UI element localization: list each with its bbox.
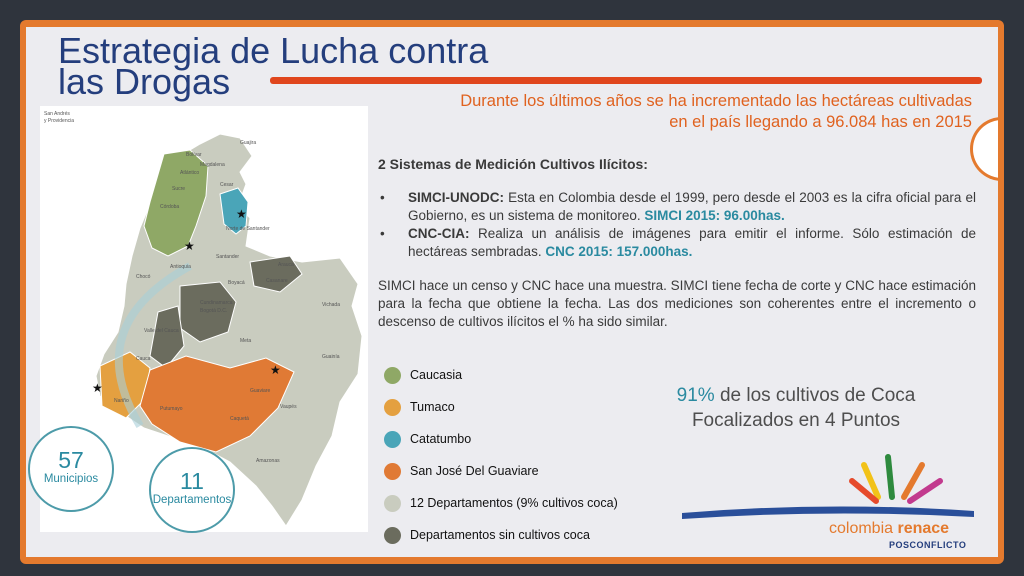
map-label-2: Magdalena [200,162,225,168]
map-label-4: Cesar [220,182,234,188]
bullet-list [378,189,976,261]
map-label-17: Valle del Cauca [144,328,179,334]
legend-label: Tumaco [410,400,455,414]
focus-statement [646,383,946,433]
subtitle-line-1: Durante los últimos años se ha incrementado las hectáreas cultivadas [460,92,972,110]
map-label-23: Putumayo [160,406,183,412]
map-label-21: Nariño [114,398,129,404]
map-label-14: Cundinamarca [200,300,233,306]
colombia-renace-logo [678,445,978,555]
star-guaviare-icon: ★ [270,363,281,377]
title-line-1: Estrategia de Lucha contra [58,30,489,71]
legend-label: San José Del Guaviare [410,464,539,478]
logo-word-1: colombia [829,520,894,537]
focus-line-1 [646,383,946,408]
map-label-0: Guajira [240,140,257,146]
legend-dot [384,367,401,384]
map-label-1: Bolívar [186,152,202,158]
map-label-5: Sucre [172,186,186,192]
legend-label: Caucasia [410,368,463,382]
map-label-19: Cauca [136,356,151,362]
legend-item [384,359,618,391]
legend-item [384,455,618,487]
map-label-11: Chocó [136,274,151,280]
logo-word-2: renace [897,520,950,537]
bullet-simci [378,189,976,225]
municipios-number: 57 [58,447,84,473]
bullet-cnc [378,225,976,261]
bullet-cnc-highlight: CNC 2015: 157.000has. [545,244,693,259]
map-label-16: Vichada [322,302,340,308]
focus-line-1-text: de los cultivos de Coca [714,385,916,406]
map-label-26: Amazonas [256,458,280,464]
legend-label: Catatumbo [410,432,472,446]
legend-dot [384,463,401,480]
bullet-cnc-label: CNC-CIA: [408,226,470,241]
map-label-15: Bogotá D.C. [200,308,228,314]
star-tumaco-icon: ★ [92,381,103,395]
map-label-6: Córdoba [160,204,180,210]
legend-item [384,423,618,455]
map-label-12: Boyacá [228,280,245,286]
departamentos-number: 11 [180,468,204,494]
logo-blue-stroke [682,506,974,519]
slide [26,27,998,557]
legend-dot [384,495,401,512]
legend-dot [384,527,401,544]
municipios-label: Municipios [43,473,99,485]
legend-item [384,519,618,551]
map-inset-label-1: San Andrés [44,111,70,117]
focus-percentage: 91% [676,385,715,406]
bullet-simci-text: Esta en Colombia desde el 1999, pero desde el 2003 es la cifra oficial para el Gobierno, es un sistema de monitoreo. [408,190,976,223]
map-label-7: Norte de Santander [226,226,270,232]
bullet-cnc-text: Realiza un análisis de imágenes para emitir el informe. Sólo estimación de hectáreas sembradas. [408,226,976,259]
subtitle [372,91,972,133]
body-paragraph: SIMCI hace un censo y CNC hace una muestra. SIMCI tiene fecha de corte y CNC hace estimación para la fecha que obtiene la fecha. Las dos mediciones son coherentes entre el incremento o descenso de cultivos ilícitos el % ha sido similar. [378,278,976,329]
map-inset-label-2: y Providencia [44,118,75,124]
map-label-8: Antioquia [170,264,191,270]
map-label-25: Vaupés [280,404,297,410]
title-line-2: las Drogas [58,61,231,102]
departamentos-stat-circle [149,447,235,533]
star-catatumbo-icon: ★ [236,207,247,221]
map-label-24: Caquetá [230,416,249,422]
municipios-stat-circle [28,426,114,512]
map-label-10: Arauca [278,262,294,268]
map-label-9: Santander [216,254,240,260]
legend-label: 12 Departamentos (9% cultivos coca) [410,496,618,510]
body-text [378,155,976,331]
body-heading: 2 Sistemas de Medición Cultivos Ilícitos: [378,156,648,172]
slide-title [58,30,489,102]
map-label-18: Meta [240,338,252,344]
legend-dot [384,399,401,416]
logo-subtitle: POSCONFLICTO [889,540,967,550]
map-label-3: Atlántico [180,170,200,176]
title-underline-bar [270,77,982,84]
legend-item [384,391,618,423]
bullet-simci-highlight: SIMCI 2015: 96.00has. [644,208,785,223]
legend-item [384,487,618,519]
map-legend [384,359,618,551]
bullet-simci-label: SIMCI-UNODC: [408,190,504,205]
star-caucasia-icon: ★ [184,239,195,253]
map-label-22: Guaviare [250,388,271,394]
subtitle-line-2: en el país llegando a 96.084 has en 2015 [669,113,972,131]
map-label-13: Casanare [266,278,288,284]
logo-green-ray [888,457,892,497]
focus-line-2: Focalizados en 4 Puntos [691,410,901,431]
departamentos-label: Departamentos [152,494,232,506]
map-label-20: Guainía [322,354,340,360]
legend-label: Departamentos sin cultivos coca [410,528,590,542]
logo-wordmark [829,520,949,538]
legend-dot [384,431,401,448]
